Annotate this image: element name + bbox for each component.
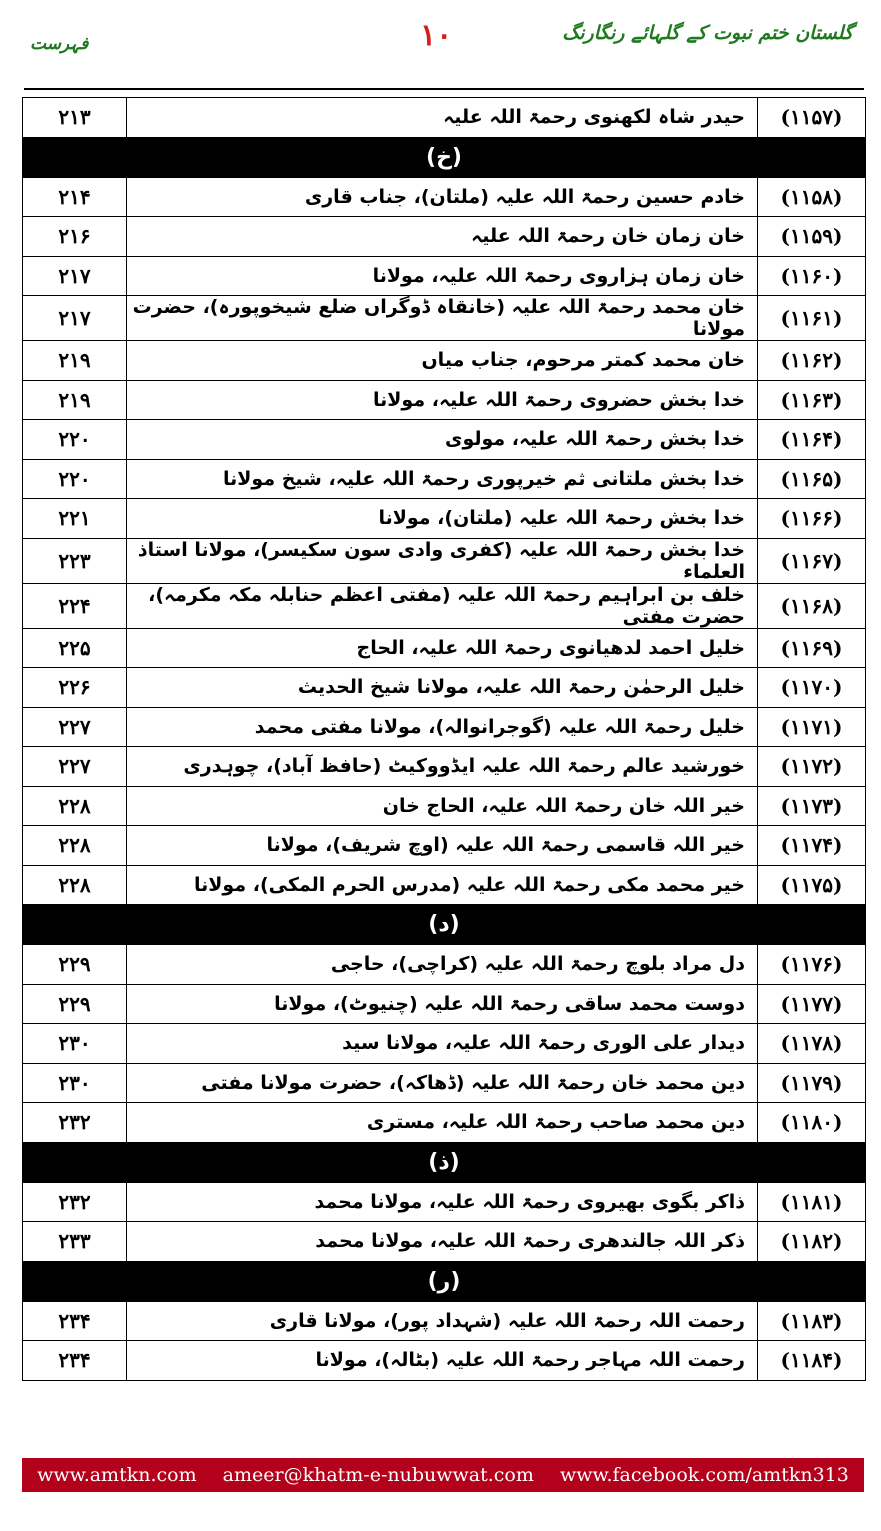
table-row[interactable] bbox=[23, 826, 866, 866]
entry-name-cell: خیر اللہ خان رحمۃ اللہ علیہ، الحاج خان bbox=[127, 786, 758, 826]
footer-website[interactable]: www.amtkn.com bbox=[37, 1464, 197, 1486]
entry-name-cell: خورشید عالم رحمۃ اللہ علیہ ایڈووکیٹ (حافظ آباد)، چوہدری bbox=[127, 747, 758, 787]
section-header-cell bbox=[23, 137, 866, 177]
page-number-cell: ۲۳۳ bbox=[23, 1222, 127, 1262]
table-row[interactable] bbox=[23, 380, 866, 420]
page-number: ۱۰ bbox=[420, 18, 453, 53]
entry-name-cell: خدا بخش حضروی رحمۃ اللہ علیہ، مولانا bbox=[127, 380, 758, 420]
entry-name-cell: خلیل الرحمٰن رحمۃ اللہ علیہ، مولانا شیخ الحدیث bbox=[127, 668, 758, 708]
entry-number-cell: (۱۱۶۴) bbox=[758, 420, 866, 460]
table-row[interactable] bbox=[23, 945, 866, 985]
table-row[interactable] bbox=[23, 707, 866, 747]
page-number-cell: ۲۱۴ bbox=[23, 177, 127, 217]
contents-table bbox=[22, 97, 866, 1381]
entry-name-cell: خیر محمد مکی رحمۃ اللہ علیہ (مدرس الحرم المکی)، مولانا bbox=[127, 865, 758, 905]
page-number-cell: ۲۲۹ bbox=[23, 984, 127, 1024]
entry-name-cell: ذکر اللہ جالندھری رحمۃ اللہ علیہ، مولانا محمد bbox=[127, 1222, 758, 1262]
page-number-cell: ۲۲۶ bbox=[23, 668, 127, 708]
entry-number-cell: (۱۱۶۳) bbox=[758, 380, 866, 420]
section-letter: (د) bbox=[428, 912, 460, 937]
page-number-cell: ۲۲۹ bbox=[23, 945, 127, 985]
entry-name-cell: خدا بخش رحمۃ اللہ علیہ (ملتان)، مولانا bbox=[127, 499, 758, 539]
entry-name-cell: دین محمد خان رحمۃ اللہ علیہ (ڈھاکہ)، حضرت مولانا مفتی bbox=[127, 1063, 758, 1103]
table-row[interactable] bbox=[23, 668, 866, 708]
table-row[interactable] bbox=[23, 747, 866, 787]
page-number-cell: ۲۲۷ bbox=[23, 707, 127, 747]
entry-number-cell: (۱۱۸۰) bbox=[758, 1103, 866, 1143]
section-header-cell bbox=[23, 1142, 866, 1182]
entry-name-cell: دین محمد صاحب رحمۃ اللہ علیہ، مستری bbox=[127, 1103, 758, 1143]
table-row[interactable] bbox=[23, 256, 866, 296]
entry-name-cell: خدا بخش رحمۃ اللہ علیہ، مولوی bbox=[127, 420, 758, 460]
page-number-cell: ۲۱۹ bbox=[23, 341, 127, 381]
entry-number-cell: (۱۱۸۱) bbox=[758, 1182, 866, 1222]
page-number-cell: ۲۳۲ bbox=[23, 1103, 127, 1143]
page-number-cell: ۲۲۸ bbox=[23, 826, 127, 866]
table-row[interactable] bbox=[23, 217, 866, 257]
page-number-cell: ۲۳۴ bbox=[23, 1301, 127, 1341]
entry-number-cell: (۱۱۶۲) bbox=[758, 341, 866, 381]
section-header-row bbox=[23, 905, 866, 945]
footer-bar bbox=[22, 1458, 864, 1492]
table-row[interactable] bbox=[23, 296, 866, 341]
section-header-row bbox=[23, 137, 866, 177]
page-number-cell: ۲۱۷ bbox=[23, 296, 127, 341]
entry-number-cell: (۱۱۷۲) bbox=[758, 747, 866, 787]
table-row[interactable] bbox=[23, 583, 866, 628]
page-number-cell: ۲۳۴ bbox=[23, 1341, 127, 1381]
table-row[interactable] bbox=[23, 628, 866, 668]
page-header bbox=[0, 0, 881, 90]
table-row[interactable] bbox=[23, 1063, 866, 1103]
entry-number-cell: (۱۱۵۹) bbox=[758, 217, 866, 257]
section-header-cell bbox=[23, 905, 866, 945]
page-number-cell: ۲۲۳ bbox=[23, 538, 127, 583]
footer-facebook[interactable]: www.facebook.com/amtkn313 bbox=[559, 1464, 849, 1486]
entry-name-cell: خدا بخش ملتانی ثم خیرپوری رحمۃ اللہ علیہ، شیخ مولانا bbox=[127, 459, 758, 499]
entry-number-cell: (۱۱۷۱) bbox=[758, 707, 866, 747]
page-number-cell: ۲۲۷ bbox=[23, 747, 127, 787]
entry-number-cell: (۱۱۷۷) bbox=[758, 984, 866, 1024]
table-row[interactable] bbox=[23, 177, 866, 217]
page-number-cell: ۲۱۳ bbox=[23, 98, 127, 138]
book-title: گلستان ختم نبوت کے گلہائے رنگارنگ bbox=[562, 22, 853, 44]
entry-number-cell: (۱۱۷۴) bbox=[758, 826, 866, 866]
entry-number-cell: (۱۱۵۷) bbox=[758, 98, 866, 138]
entry-name-cell: خان محمد رحمۃ اللہ علیہ (خانقاہ ڈوگراں ضلع شیخوپورہ)، حضرت مولانا bbox=[127, 296, 758, 341]
page-number-cell: ۲۱۷ bbox=[23, 256, 127, 296]
entry-name-cell: خلیل رحمۃ اللہ علیہ (گوجرانوالہ)، مولانا مفتی محمد bbox=[127, 707, 758, 747]
entry-number-cell: (۱۱۶۶) bbox=[758, 499, 866, 539]
table-row[interactable] bbox=[23, 1024, 866, 1064]
page-number-cell: ۲۲۰ bbox=[23, 459, 127, 499]
entry-number-cell: (۱۱۶۷) bbox=[758, 538, 866, 583]
entry-number-cell: (۱۱۶۵) bbox=[758, 459, 866, 499]
entry-name-cell: خادم حسین رحمۃ اللہ علیہ (ملتان)، جناب قاری bbox=[127, 177, 758, 217]
table-row[interactable] bbox=[23, 865, 866, 905]
page-number-cell: ۲۱۹ bbox=[23, 380, 127, 420]
section-header-cell bbox=[23, 1261, 866, 1301]
section-letter: (ر) bbox=[427, 1268, 461, 1294]
table-row[interactable] bbox=[23, 1182, 866, 1222]
entry-number-cell: (۱۱۶۱) bbox=[758, 296, 866, 341]
section-label: فہرست bbox=[30, 34, 89, 54]
header-divider bbox=[24, 88, 864, 90]
table-row[interactable] bbox=[23, 786, 866, 826]
section-header-row bbox=[23, 1261, 866, 1301]
section-letter: (ذ) bbox=[428, 1149, 460, 1175]
entry-name-cell: حیدر شاہ لکھنوی رحمۃ اللہ علیہ bbox=[127, 98, 758, 138]
page-number-cell: ۲۲۱ bbox=[23, 499, 127, 539]
table-row[interactable] bbox=[23, 1103, 866, 1143]
page-number-cell: ۲۳۰ bbox=[23, 1063, 127, 1103]
entry-number-cell: (۱۱۷۸) bbox=[758, 1024, 866, 1064]
entry-name-cell: خان زمان خان رحمۃ اللہ علیہ bbox=[127, 217, 758, 257]
table-row[interactable] bbox=[23, 341, 866, 381]
page-number-cell: ۲۲۴ bbox=[23, 583, 127, 628]
entry-number-cell: (۱۱۷۰) bbox=[758, 668, 866, 708]
table-row[interactable] bbox=[23, 984, 866, 1024]
entry-name-cell: خدا بخش رحمۃ اللہ علیہ (کفری وادی سون سکیسر)، مولانا استاذ العلماء bbox=[127, 538, 758, 583]
entry-number-cell: (۱۱۷۶) bbox=[758, 945, 866, 985]
entry-name-cell: خان محمد کمتر مرحوم، جناب میاں bbox=[127, 341, 758, 381]
entry-number-cell: (۱۱۸۴) bbox=[758, 1341, 866, 1381]
entry-name-cell: ذاکر بگوی بھیروی رحمۃ اللہ علیہ، مولانا محمد bbox=[127, 1182, 758, 1222]
entry-number-cell: (۱۱۷۳) bbox=[758, 786, 866, 826]
entry-number-cell: (۱۱۶۰) bbox=[758, 256, 866, 296]
entry-number-cell: (۱۱۶۸) bbox=[758, 583, 866, 628]
table-row[interactable] bbox=[23, 459, 866, 499]
page-number-cell: ۲۲۸ bbox=[23, 786, 127, 826]
contents-table-body bbox=[23, 98, 866, 1381]
entry-number-cell: (۱۱۸۲) bbox=[758, 1222, 866, 1262]
entry-number-cell: (۱۱۷۹) bbox=[758, 1063, 866, 1103]
entry-number-cell: (۱۱۶۹) bbox=[758, 628, 866, 668]
entry-name-cell: خیر اللہ قاسمی رحمۃ اللہ علیہ (اوچ شریف)، مولانا bbox=[127, 826, 758, 866]
footer-email[interactable]: ameer@khatm-e-nubuwwat.com bbox=[222, 1464, 534, 1486]
entry-name-cell: خلیل احمد لدھیانوی رحمۃ اللہ علیہ، الحاج bbox=[127, 628, 758, 668]
table-row[interactable] bbox=[23, 420, 866, 460]
section-header-row bbox=[23, 1142, 866, 1182]
page-number-cell: ۲۲۵ bbox=[23, 628, 127, 668]
entry-number-cell: (۱۱۵۸) bbox=[758, 177, 866, 217]
page-number-cell: ۲۲۰ bbox=[23, 420, 127, 460]
page-number-cell: ۲۳۰ bbox=[23, 1024, 127, 1064]
table-row[interactable] bbox=[23, 98, 866, 138]
table-row[interactable] bbox=[23, 1341, 866, 1381]
entry-name-cell: دل مراد بلوچ رحمۃ اللہ علیہ (کراچی)، حاجی bbox=[127, 945, 758, 985]
entry-number-cell: (۱۱۸۳) bbox=[758, 1301, 866, 1341]
entry-name-cell: دیدار علی الوری رحمۃ اللہ علیہ، مولانا سید bbox=[127, 1024, 758, 1064]
entry-name-cell: خان زمان ہزاروی رحمۃ اللہ علیہ، مولانا bbox=[127, 256, 758, 296]
table-row[interactable] bbox=[23, 1301, 866, 1341]
page-number-cell: ۲۲۸ bbox=[23, 865, 127, 905]
entry-name-cell: دوست محمد ساقی رحمۃ اللہ علیہ (چنیوٹ)، مولانا bbox=[127, 984, 758, 1024]
entry-number-cell: (۱۱۷۵) bbox=[758, 865, 866, 905]
entry-name-cell: رحمت اللہ مہاجر رحمۃ اللہ علیہ (بٹالہ)، مولانا bbox=[127, 1341, 758, 1381]
page-number-cell: ۲۳۲ bbox=[23, 1182, 127, 1222]
entry-name-cell: رحمت اللہ رحمۃ اللہ علیہ (شہداد پور)، مولانا قاری bbox=[127, 1301, 758, 1341]
entry-name-cell: خلف بن ابراہیم رحمۃ اللہ علیہ (مفتی اعظم حنابلہ مکہ مکرمہ)، حضرت مفتی bbox=[127, 583, 758, 628]
section-letter: (خ) bbox=[426, 144, 462, 170]
table-row[interactable] bbox=[23, 499, 866, 539]
table-row[interactable] bbox=[23, 538, 866, 583]
page-number-cell: ۲۱۶ bbox=[23, 217, 127, 257]
table-row[interactable] bbox=[23, 1222, 866, 1262]
